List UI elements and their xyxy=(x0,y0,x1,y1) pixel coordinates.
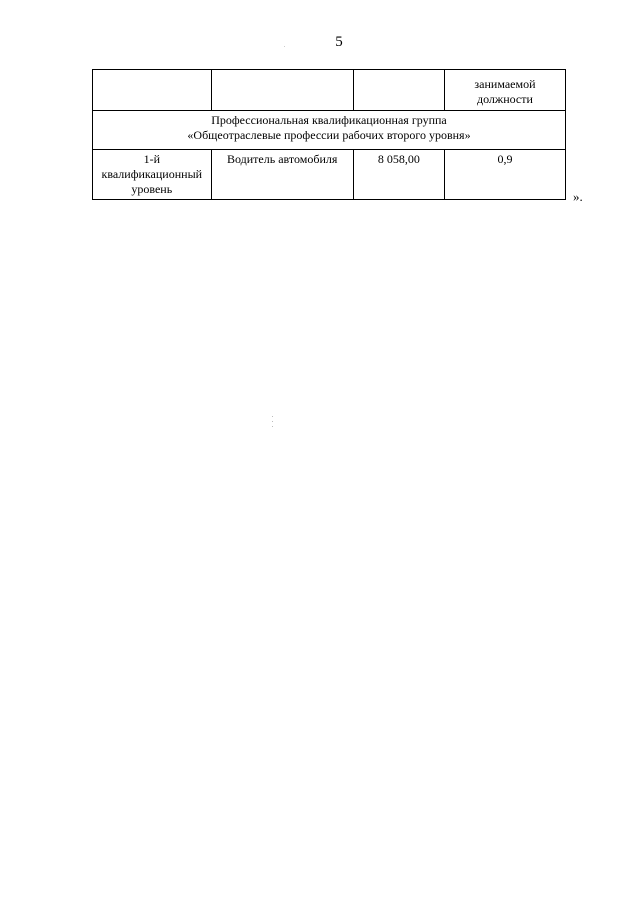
coefficient-cell: 0,9 xyxy=(444,150,565,200)
header-cell-2 xyxy=(211,70,353,111)
header-cell-position-label: занимаемой должности xyxy=(444,70,565,111)
scan-artifact-dots xyxy=(272,416,274,430)
qualification-level-cell: 1-й квалификационный уровень xyxy=(93,150,212,200)
table-row xyxy=(93,150,566,200)
table-header-row xyxy=(93,70,566,111)
scan-artifact xyxy=(284,46,285,47)
salary-cell: 8 058,00 xyxy=(353,150,444,200)
group-title-cell xyxy=(93,111,566,150)
group-title-line-1: Профессиональная квалификационная группа xyxy=(211,113,447,127)
table-group-row xyxy=(93,111,566,150)
header-cell-3 xyxy=(353,70,444,111)
header-cell-1 xyxy=(93,70,212,111)
closing-quote: ». xyxy=(573,189,583,204)
position-cell: Водитель автомобиля xyxy=(211,150,353,200)
group-title-line-2: «Общеотраслевые профессии рабочих второго уровня» xyxy=(187,128,471,142)
page-number: 5 xyxy=(335,34,343,50)
salary-table xyxy=(92,69,566,200)
